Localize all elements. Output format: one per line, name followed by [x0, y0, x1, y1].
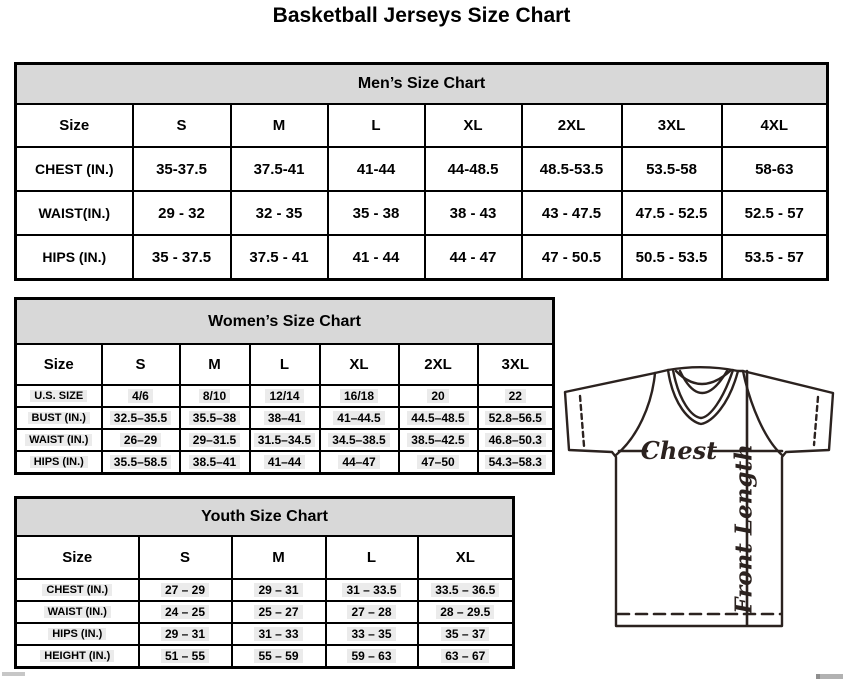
jersey-outline — [565, 367, 833, 626]
mens-table-row — [16, 147, 828, 191]
youth-value-cell — [139, 645, 232, 668]
youth-row-label-text: WAIST (IN.) — [44, 606, 111, 618]
womens-value-cell-text: 35.5–58.5 — [110, 455, 171, 469]
womens-table-row — [16, 451, 554, 474]
womens-value-cell — [250, 385, 320, 407]
womens-value-cell-text: 20 — [427, 389, 448, 403]
right-cuff-stitch — [814, 397, 818, 445]
youth-value-cell-text: 24 – 25 — [161, 605, 209, 619]
youth-value-cell — [139, 579, 232, 601]
womens-value-cell — [180, 407, 250, 429]
youth-value-cell — [326, 579, 418, 601]
mens-value-cell: 58-63 — [722, 147, 828, 191]
youth-value-cell — [232, 645, 326, 668]
mens-value-cell: 35 - 37.5 — [133, 235, 231, 280]
womens-row-label-text: U.S. SIZE — [30, 390, 87, 402]
womens-size-col-XL: XL — [320, 344, 399, 385]
youth-row-label — [16, 623, 139, 645]
mens-table-row — [16, 235, 828, 280]
mens-value-cell: 43 - 47.5 — [522, 191, 622, 235]
youth-size-col-XL: XL — [418, 536, 514, 579]
womens-value-cell-text: 41–44 — [264, 455, 305, 469]
mens-table-title: Men’s Size Chart — [16, 64, 828, 105]
youth-value-cell — [326, 623, 418, 645]
youth-row-label-text: CHEST (IN.) — [42, 584, 112, 596]
chest-label: Chest — [640, 436, 718, 465]
mens-table-row — [16, 191, 828, 235]
mens-value-cell: 47 - 50.5 — [522, 235, 622, 280]
mens-value-cell: 47.5 - 52.5 — [622, 191, 722, 235]
youth-table-row — [16, 601, 514, 623]
womens-value-cell — [399, 385, 478, 407]
mens-row-label: HIPS (IN.) — [16, 235, 133, 280]
screen-artifact-bar-right — [816, 674, 843, 679]
mens-value-cell: 38 - 43 — [425, 191, 522, 235]
youth-value-cell — [418, 579, 514, 601]
womens-value-cell-text: 38.5–41 — [189, 455, 240, 469]
youth-value-cell-text: 55 – 59 — [254, 649, 302, 663]
youth-row-label — [16, 579, 139, 601]
mens-size-col-3XL: 3XL — [622, 104, 722, 147]
womens-value-cell-text: 38.5–42.5 — [407, 433, 468, 447]
youth-value-cell-text: 29 – 31 — [161, 627, 209, 641]
mens-value-cell: 53.5-58 — [622, 147, 722, 191]
womens-value-cell — [250, 451, 320, 474]
womens-value-cell-text: 8/10 — [199, 389, 230, 403]
womens-value-cell — [320, 451, 399, 474]
womens-size-col-L: L — [250, 344, 320, 385]
mens-size-col-4XL: 4XL — [722, 104, 828, 147]
mens-value-cell: 37.5-41 — [231, 147, 328, 191]
womens-value-cell — [180, 385, 250, 407]
womens-value-cell — [478, 429, 554, 451]
womens-value-cell — [102, 385, 180, 407]
womens-row-label — [16, 451, 102, 474]
youth-value-cell-text: 33.5 – 36.5 — [431, 583, 499, 597]
collar-outer-v — [668, 370, 738, 424]
womens-size-table — [14, 297, 555, 475]
womens-value-cell — [180, 429, 250, 451]
mens-size-col-XL: XL — [425, 104, 522, 147]
right-armhole-seam — [743, 371, 782, 455]
mens-value-cell: 41-44 — [328, 147, 425, 191]
mens-size-col-2XL: 2XL — [522, 104, 622, 147]
mens-value-cell: 53.5 - 57 — [722, 235, 828, 280]
womens-row-label — [16, 429, 102, 451]
womens-size-col-2XL: 2XL — [399, 344, 478, 385]
womens-value-cell-text: 31.5–34.5 — [254, 433, 315, 447]
womens-table-title: Women’s Size Chart — [16, 299, 554, 345]
youth-size-col-S: S — [139, 536, 232, 579]
mens-value-cell: 35-37.5 — [133, 147, 231, 191]
womens-row-label-text: WAIST (IN.) — [25, 434, 92, 446]
womens-value-cell — [478, 451, 554, 474]
mens-value-cell: 44-48.5 — [425, 147, 522, 191]
youth-value-cell — [139, 601, 232, 623]
mens-value-cell: 29 - 32 — [133, 191, 231, 235]
mens-size-col-M: M — [231, 104, 328, 147]
womens-value-cell — [102, 407, 180, 429]
mens-value-cell: 35 - 38 — [328, 191, 425, 235]
youth-table-row — [16, 579, 514, 601]
youth-table-row — [16, 645, 514, 668]
womens-value-cell-text: 46.8–50.3 — [485, 433, 546, 447]
womens-table-row — [16, 429, 554, 451]
womens-size-col-M: M — [180, 344, 250, 385]
youth-value-cell-text: 63 – 67 — [441, 649, 489, 663]
youth-value-cell-text: 51 – 55 — [161, 649, 209, 663]
womens-value-cell — [102, 429, 180, 451]
youth-row-label — [16, 645, 139, 668]
collar-rib-arc-2 — [680, 371, 727, 393]
womens-value-cell-text: 34.5–38.5 — [328, 433, 389, 447]
womens-value-cell-text: 44.5–48.5 — [407, 411, 468, 425]
womens-value-cell-text: 26–29 — [120, 433, 161, 447]
mens-value-cell: 52.5 - 57 — [722, 191, 828, 235]
youth-row-label — [16, 601, 139, 623]
youth-value-cell — [418, 601, 514, 623]
womens-row-label-text: BUST (IN.) — [28, 412, 90, 424]
womens-row-label — [16, 385, 102, 407]
womens-size-header: Size — [16, 344, 102, 385]
youth-size-header: Size — [16, 536, 139, 579]
womens-value-cell — [320, 429, 399, 451]
front-length-label: Front Length — [730, 444, 758, 614]
womens-value-cell — [320, 407, 399, 429]
womens-value-cell — [250, 429, 320, 451]
womens-value-cell-text: 35.5–38 — [189, 411, 240, 425]
youth-size-table — [14, 496, 515, 669]
jersey-measurement-diagram — [555, 360, 843, 630]
youth-value-cell — [326, 601, 418, 623]
womens-value-cell — [478, 385, 554, 407]
womens-table-row — [16, 385, 554, 407]
womens-value-cell — [250, 407, 320, 429]
youth-value-cell — [418, 623, 514, 645]
womens-row-label — [16, 407, 102, 429]
page-title: Basketball Jerseys Size Chart — [272, 4, 571, 27]
youth-value-cell-text: 35 – 37 — [441, 627, 489, 641]
womens-value-cell-text: 44–47 — [338, 455, 379, 469]
womens-value-cell-text: 54.3–58.3 — [485, 455, 546, 469]
womens-value-cell — [399, 407, 478, 429]
womens-value-cell — [102, 451, 180, 474]
womens-value-cell-text: 52.8–56.5 — [485, 411, 546, 425]
youth-value-cell — [232, 623, 326, 645]
mens-value-cell: 50.5 - 53.5 — [622, 235, 722, 280]
mens-size-col-S: S — [133, 104, 231, 147]
youth-value-cell-text: 27 – 28 — [347, 605, 395, 619]
youth-value-cell-text: 31 – 33.5 — [342, 583, 400, 597]
left-cuff-stitch — [580, 396, 584, 446]
mens-value-cell: 32 - 35 — [231, 191, 328, 235]
mens-size-table — [14, 62, 829, 281]
mens-size-header: Size — [16, 104, 133, 147]
womens-value-cell-text: 12/14 — [265, 389, 303, 403]
youth-value-cell-text: 25 – 27 — [254, 605, 302, 619]
youth-size-col-M: M — [232, 536, 326, 579]
womens-value-cell-text: 38–41 — [264, 411, 305, 425]
youth-value-cell-text: 29 – 31 — [254, 583, 302, 597]
mens-value-cell: 41 - 44 — [328, 235, 425, 280]
womens-value-cell-text: 29–31.5 — [189, 433, 240, 447]
youth-value-cell-text: 28 – 29.5 — [436, 605, 494, 619]
youth-table-row — [16, 623, 514, 645]
womens-value-cell — [478, 407, 554, 429]
youth-row-label-text: HIPS (IN.) — [48, 628, 106, 640]
youth-value-cell — [232, 601, 326, 623]
youth-table-title: Youth Size Chart — [16, 498, 514, 537]
womens-table-row — [16, 407, 554, 429]
womens-value-cell — [180, 451, 250, 474]
youth-value-cell-text: 27 – 29 — [161, 583, 209, 597]
mens-value-cell: 44 - 47 — [425, 235, 522, 280]
womens-value-cell — [320, 385, 399, 407]
mens-row-label: CHEST (IN.) — [16, 147, 133, 191]
mens-size-col-L: L — [328, 104, 425, 147]
womens-value-cell — [399, 429, 478, 451]
youth-row-label-text: HEIGHT (IN.) — [40, 650, 114, 662]
youth-value-cell — [139, 623, 232, 645]
womens-size-col-S: S — [102, 344, 180, 385]
mens-row-label: WAIST(IN.) — [16, 191, 133, 235]
womens-value-cell-text: 32.5–35.5 — [110, 411, 171, 425]
womens-value-cell-text: 22 — [505, 389, 526, 403]
womens-value-cell-text: 16/18 — [340, 389, 378, 403]
youth-size-col-L: L — [326, 536, 418, 579]
screen-artifact-bar-left — [2, 672, 25, 676]
womens-value-cell — [399, 451, 478, 474]
youth-value-cell — [418, 645, 514, 668]
womens-value-cell-text: 47–50 — [417, 455, 458, 469]
youth-value-cell — [326, 645, 418, 668]
womens-value-cell-text: 4/6 — [128, 389, 153, 403]
youth-value-cell-text: 59 – 63 — [347, 649, 395, 663]
youth-value-cell — [232, 579, 326, 601]
youth-value-cell-text: 33 – 35 — [347, 627, 395, 641]
womens-value-cell-text: 41–44.5 — [333, 411, 384, 425]
mens-value-cell: 37.5 - 41 — [231, 235, 328, 280]
mens-value-cell: 48.5-53.5 — [522, 147, 622, 191]
womens-size-col-3XL: 3XL — [478, 344, 554, 385]
youth-value-cell-text: 31 – 33 — [254, 627, 302, 641]
womens-row-label-text: HIPS (IN.) — [30, 456, 88, 468]
